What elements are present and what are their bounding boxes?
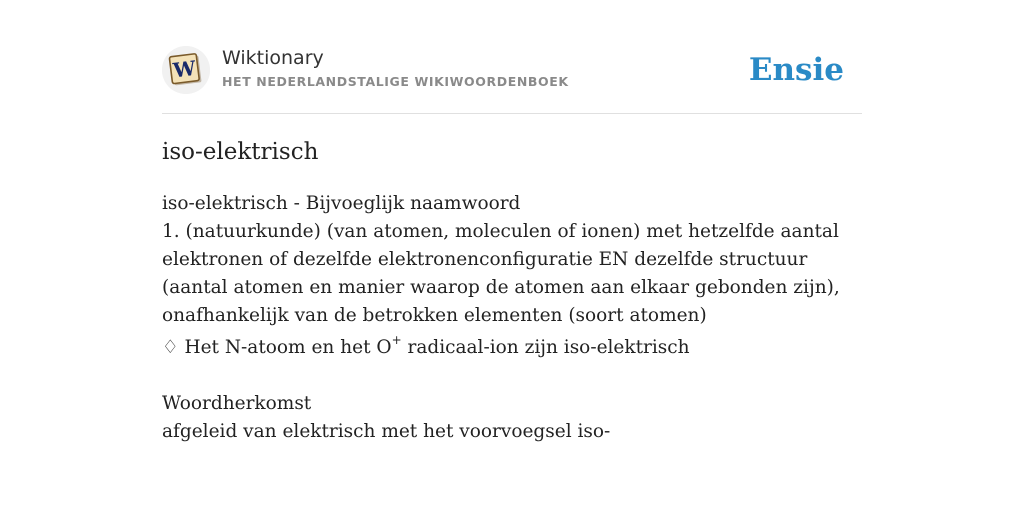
example-prefix: ♢ Het N-atoom en het O [162,337,392,358]
definition-text: 1. (natuurkunde) (van atomen, moleculen of ionen) met hetzelfde aantal elektronen of dezelfde elektronenconfiguratie EN dezelfde structuur (aantal atomen en manier waarop de atomen aan elkaar gebonden zijn), onafhankelijk van de betrokken elementen (soort atomen) [162,221,840,326]
example-suffix: radicaal-ion zijn iso-elektrisch [401,337,690,358]
site-header [162,46,862,96]
headword-line: iso-elektrisch - Bijvoeglijk naamwoord [162,193,521,214]
entry-card [162,0,862,512]
section-spacer [162,362,862,390]
example-superscript: + [391,332,402,347]
wiktionary-logo[interactable] [162,46,210,94]
wiktionary-tile-icon [162,46,210,94]
page-title: iso-elektrisch [162,139,319,165]
entry-content [162,190,862,446]
etymology-heading: Woordherkomst [162,393,312,414]
example-sentence [162,334,862,362]
etymology-text: afgeleid van elektrisch met het voorvoegsel iso- [162,421,611,442]
brand-tagline: HET NEDERLANDSTALIGE WIKIWOORDENBOEK [222,74,569,89]
logo-letter: W [171,55,198,83]
ensie-link[interactable]: Ensie [748,52,844,88]
brand-name[interactable]: Wiktionary [222,47,324,69]
header-divider [162,113,862,114]
